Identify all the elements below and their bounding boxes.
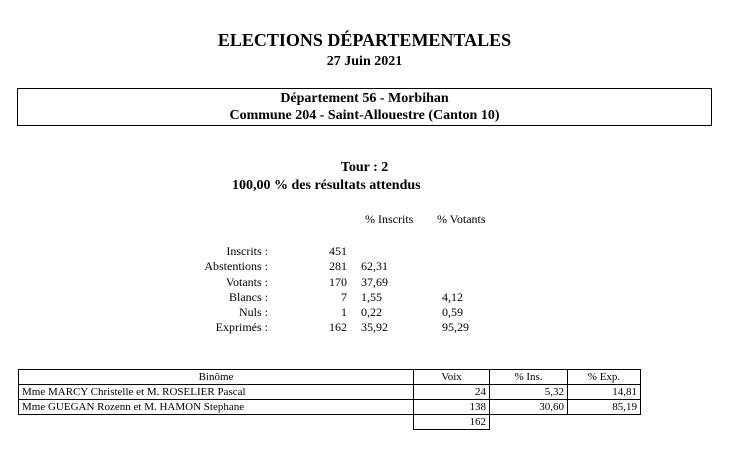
table-row: [19, 385, 641, 400]
stat-label: Inscrits :: [226, 244, 268, 258]
stat-label: Votants :: [225, 275, 268, 289]
stat-value: 162: [329, 320, 347, 334]
stat-label: Nuls :: [238, 305, 268, 319]
total-row: [19, 415, 641, 430]
commune-label: Commune 204 - Saint-Allouestre (Canton 10): [229, 108, 500, 123]
stat-pct-votants: 0,59: [442, 305, 463, 319]
stat-value: 451: [329, 244, 347, 258]
pct-ins-header: % Ins.: [490, 370, 568, 385]
voix-header: Voix: [414, 370, 490, 385]
pct-exp-cell: 85,19: [568, 400, 641, 415]
stat-label: Abstentions :: [204, 259, 268, 273]
pct-votants-header: % Votants: [437, 212, 486, 226]
voix-cell: 138: [414, 400, 490, 415]
table-row: [19, 400, 641, 415]
stat-value: 7: [341, 290, 347, 304]
binome-header: Binôme: [19, 370, 414, 385]
stat-pct-votants: 95,29: [442, 320, 469, 334]
stat-pct-votants: 4,12: [442, 290, 463, 304]
page-title: ELECTIONS DÉPARTEMENTALES: [217, 30, 512, 50]
pct-inscrits-header: % Inscrits: [365, 212, 414, 226]
stat-pct-inscrits: 35,92: [361, 320, 388, 334]
tour-label: Tour : 2: [340, 160, 389, 175]
stat-value: 281: [329, 259, 347, 273]
total-voix-cell: 162: [414, 415, 490, 430]
location-box: [17, 88, 712, 126]
pct-exp-cell: 14,81: [568, 385, 641, 400]
voix-cell: 24: [414, 385, 490, 400]
election-date: 27 Juin 2021: [326, 54, 403, 69]
stat-pct-inscrits: 1,55: [361, 290, 382, 304]
stat-value: 170: [329, 275, 347, 289]
binome-cell: Mme MARCY Christelle et M. ROSELIER Pascal: [19, 385, 414, 400]
stat-label: Exprimés :: [215, 320, 268, 334]
stat-label: Blancs :: [229, 290, 268, 304]
results-header-row: [19, 370, 641, 385]
pct-exp-header: % Exp.: [568, 370, 641, 385]
departement-label: Département 56 - Morbihan: [280, 91, 449, 106]
expected-results-label: 100,00 % des résultats attendus: [232, 178, 421, 193]
pct-ins-cell: 5,32: [490, 385, 568, 400]
stat-pct-inscrits: 37,69: [361, 275, 388, 289]
pct-ins-cell: 30,60: [490, 400, 568, 415]
stat-pct-inscrits: 62,31: [361, 259, 388, 273]
binome-cell: Mme GUEGAN Rozenn et M. HAMON Stephane: [19, 400, 414, 415]
results-table: [18, 369, 641, 430]
stat-value: 1: [341, 305, 347, 319]
stat-pct-inscrits: 0,22: [361, 305, 382, 319]
